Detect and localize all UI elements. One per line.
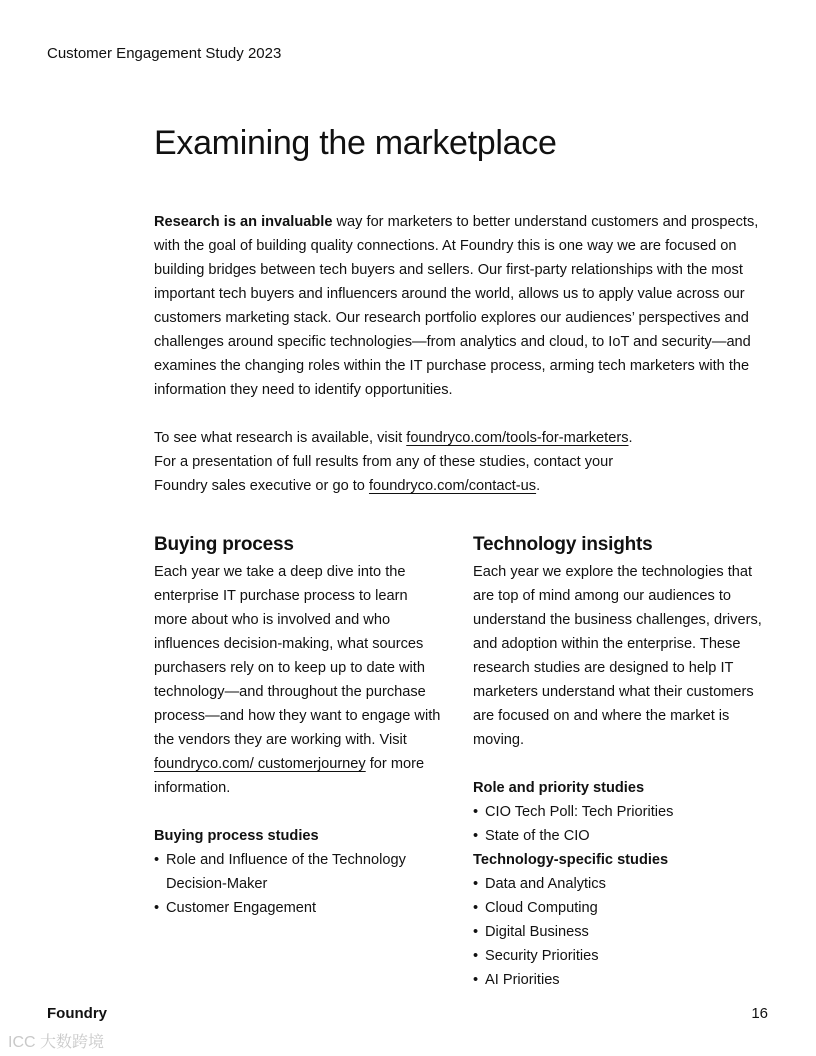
- page-number: 16: [751, 1005, 768, 1022]
- bullet: •: [473, 804, 479, 820]
- list-item-label: Customer Engagement: [166, 900, 317, 916]
- bullet: •: [473, 948, 479, 964]
- watermark: ICC 大数跨境: [8, 1034, 105, 1051]
- customerjourney-link[interactable]: foundryco.com/ customerjourney: [154, 756, 366, 772]
- bullet: •: [154, 900, 160, 916]
- list-item-label: CIO Tech Poll: Tech Priorities: [485, 804, 674, 820]
- buying-studies-list: [154, 848, 444, 920]
- foundry-logo: Foundry: [47, 1005, 107, 1022]
- intro-lead: Research is an invaluable: [154, 214, 333, 230]
- technology-insights-heading: Technology insights: [473, 534, 653, 555]
- list-item-label: Security Priorities: [485, 948, 599, 964]
- role-studies-list: [473, 800, 773, 848]
- list-item: [473, 944, 773, 968]
- list-item-label: AI Priorities: [485, 972, 560, 988]
- list-item: [154, 896, 444, 920]
- list-item-label: Cloud Computing: [485, 900, 598, 916]
- list-item: [473, 824, 773, 848]
- list-item: [154, 848, 444, 896]
- buying-studies-heading: Buying process studies: [154, 828, 319, 844]
- buying-process-heading: Buying process: [154, 534, 294, 555]
- intro-body: way for marketers to better understand customers and prospects, with the goal of building quality connections. At Foundry this is one way we are focused on building bridges between tech buyers and sellers. Our first-party relationships with the most important tech buyers and influencers around the world, allows us to apply value across our customers marketing stack. Our research portfolio explores our audiences’ perspectives and challenges around specific technologies—from analytics and cloud, to IoT and security—and examines the changing roles within the IT purchase process, arming tech marketers with the information they need to identify opportunities.: [154, 214, 759, 398]
- list-item-label: Data and Analytics: [485, 876, 606, 892]
- list-item: [473, 800, 773, 824]
- contact-us-link[interactable]: foundryco.com/contact-us: [368, 478, 537, 494]
- document-header: Customer Engagement Study 2023: [47, 45, 282, 62]
- list-item: [473, 968, 773, 992]
- bullet: •: [473, 828, 479, 844]
- bullet: •: [473, 876, 479, 892]
- contact-paragraph: [154, 426, 766, 498]
- list-item-label: State of the CIO: [485, 828, 590, 844]
- intro-paragraph: [154, 210, 766, 402]
- technology-insights-body: Each year we explore the technologies that are top of mind among our audiences to understand the business challenges, drivers, and adoption within the enterprise. These research studies are designed to help IT marketers understand what their customers are focused on and where the market is moving.: [473, 564, 762, 748]
- buying-process-body: [154, 560, 444, 800]
- bullet: •: [473, 972, 479, 988]
- period: .: [628, 430, 633, 446]
- contact-line1: To see what research is available, visit: [154, 430, 407, 446]
- page-title: Examining the marketplace: [154, 124, 557, 162]
- list-item: [473, 920, 773, 944]
- contact-line2: For a presentation of full results from any of these studies, contact your: [154, 454, 614, 470]
- bullet: •: [154, 852, 160, 868]
- list-item: [473, 872, 773, 896]
- bullet: •: [473, 924, 479, 940]
- role-studies-heading: Role and priority studies: [473, 780, 645, 796]
- technology-insights-column: [473, 530, 773, 992]
- buying-process-column: [154, 530, 444, 920]
- list-item-label: Digital Business: [485, 924, 589, 940]
- buying-body-text: Each year we take a deep dive into the enterprise IT purchase process to learn more about who is involved and who influences decision-making, what sources purchasers rely on to keep up to date with technology—and throughout the purchase process—and how they want to engage with the vendors they are working with. Visit: [154, 564, 441, 748]
- bullet: •: [473, 900, 479, 916]
- specific-studies-list: [473, 872, 773, 992]
- list-item-label: Role and Influence of the Technology Decision-Maker: [166, 852, 406, 892]
- tools-for-marketers-link[interactable]: foundryco.com/tools-for-marketers: [406, 430, 629, 446]
- specific-studies-heading: Technology-specific studies: [473, 852, 669, 868]
- contact-line3: Foundry sales executive or go to: [154, 478, 369, 494]
- buying-tail-text: for more information.: [154, 756, 425, 796]
- list-item: [473, 896, 773, 920]
- period: .: [536, 478, 541, 494]
